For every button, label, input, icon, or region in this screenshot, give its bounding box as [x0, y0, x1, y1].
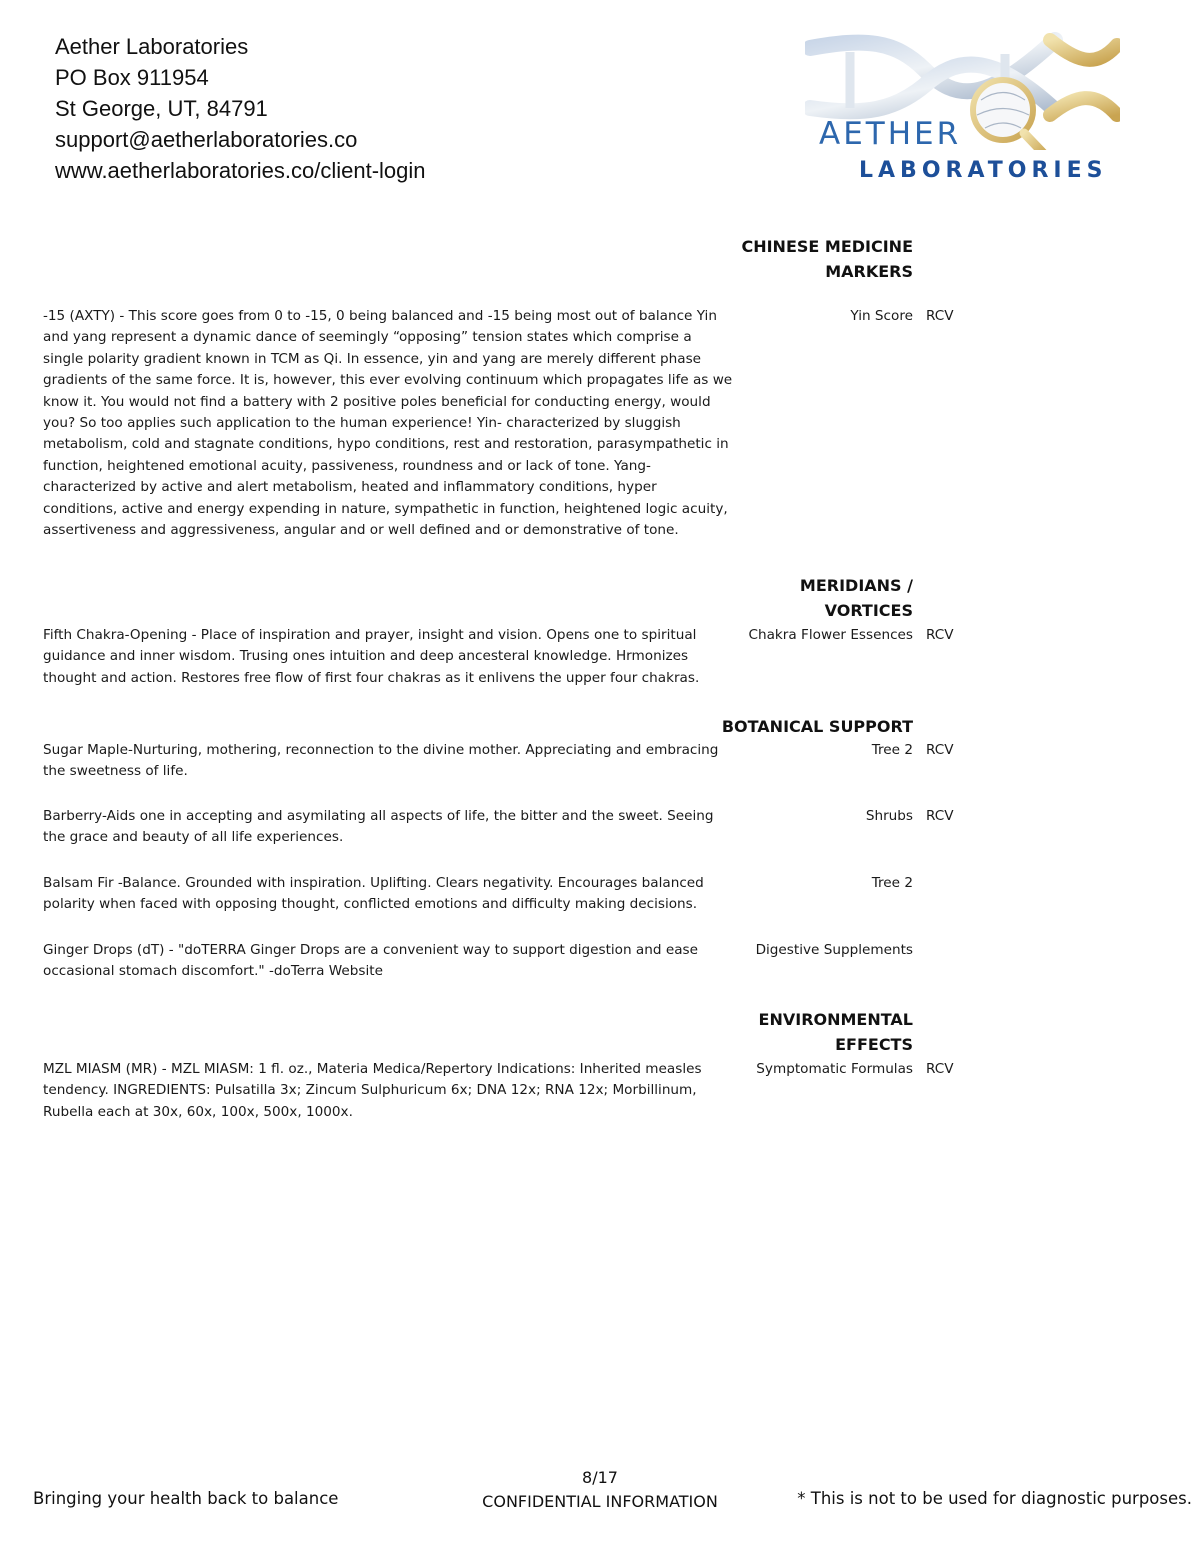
item-category: Shrubs — [865, 808, 913, 824]
section-heading-meridians-vortices: MERIDIANS / VORTICES — [799, 576, 913, 620]
item-category: Tree 2 — [871, 742, 913, 758]
item-description: MZL MIASM (MR) - MZL MIASM: 1 fl. oz., Materia Medica/Repertory Indications: Inherited measles tendency. INGREDIENTS: Pulsatilla 3x; Zincum Sulphuricum 6x; DNA 12x; RNA 12x; Morbillinum, Rubella each at 30x, 60x, 100x, 500x, 1000x. — [43, 1061, 702, 1120]
website-url: www.aetherlaboratories.co/client-login — [55, 158, 426, 183]
section-heading-botanical-support: BOTANICAL SUPPORT — [721, 717, 913, 736]
company-name: Aether Laboratories — [55, 34, 249, 59]
item-category: Symptomatic Formulas — [756, 1061, 913, 1077]
footer-center — [450, 1466, 750, 1514]
logo-word-aether: AETHER — [819, 116, 962, 152]
section-heading-environmental-effects: ENVIRONMENTAL EFFECTS — [758, 1010, 913, 1054]
footer-tagline: Bringing your health back to balance — [33, 1489, 339, 1508]
section-heading-chinese-medicine-markers: CHINESE MEDICINE MARKERS — [741, 237, 913, 281]
logo-word-laboratories: LABORATORIES — [859, 158, 1108, 183]
item-flag: RCV — [926, 308, 954, 324]
item-description: -15 (AXTY) - This score goes from 0 to -15, 0 being balanced and -15 being most out of balance Yin and yang represent a dynamic dance of seemingly “opposing” tension states which comprise a single polarity gradient known in TCM as Qi. In essence, yin and yang are merely different phase gradients of the same force. It is, however, this ever evolving continuum which propagates life as we know it. You would not find a battery with 2 positive poles beneficial for conducting energy, would you? So too applies such application to the human experience! Yin- characterized by sluggish metabolism, cold and stagnate conditions, hypo conditions, rest and restoration, parasympathetic in function, heightened emotional acuity, passiveness, roundness and or lack of tone. Yang- characterized by active and alert metabolism, heated and inflammatory conditions, hyper conditions, active and energy expending in nature, sympathetic in function, heightened logic acuity, assertiveness and aggressiveness, angular and or well defined and or demonstrative of tone. — [43, 308, 733, 539]
item-description: Sugar Maple-Nurturing, mothering, reconnection to the divine mother. Appreciating and embracing the sweetness of life. — [43, 742, 719, 780]
item-flag: RCV — [926, 808, 954, 824]
po-box: PO Box 911954 — [55, 65, 209, 90]
support-email: support@aetherlaboratories.co — [55, 127, 358, 152]
confidential-label: CONFIDENTIAL INFORMATION — [482, 1492, 718, 1511]
aether-laboratories-logo — [805, 30, 1120, 190]
item-category: Chakra Flower Essences — [748, 627, 913, 643]
item-category: Yin Score — [850, 308, 913, 324]
item-description: Fifth Chakra-Opening - Place of inspiration and prayer, insight and vision. Opens one to spiritual guidance and inner wisdom. Trusing ones intuition and deep ancesteral knowledge. Hrmonizes thought and action. Restores free flow of first four chakras as it enlivens the upper four chakras. — [43, 627, 700, 686]
item-category: Tree 2 — [871, 875, 913, 891]
item-description: Barberry-Aids one in accepting and asymilating all aspects of life, the bitter and the sweet. Seeing the grace and beauty of all life experiences. — [43, 808, 714, 846]
item-description: Balsam Fir -Balance. Grounded with inspiration. Uplifting. Clears negativity. Encourages balanced polarity when faced with opposing thought, conflicted emotions and difficulty making decisions. — [43, 875, 704, 913]
item-flag: RCV — [926, 742, 954, 758]
item-flag: RCV — [926, 1061, 954, 1077]
item-description: Ginger Drops (dT) - "doTERRA Ginger Drops are a convenient way to support digestion and ease occasional stomach discomfort." -doTerra Website — [43, 942, 698, 980]
page-number: 8/17 — [582, 1468, 618, 1487]
item-flag: RCV — [926, 627, 954, 643]
item-category: Digestive Supplements — [755, 942, 913, 958]
company-address-block — [55, 31, 426, 186]
city-line: St George, UT, 84791 — [55, 96, 268, 121]
footer-disclaimer: * This is not to be used for diagnostic purposes. — [797, 1489, 1192, 1508]
